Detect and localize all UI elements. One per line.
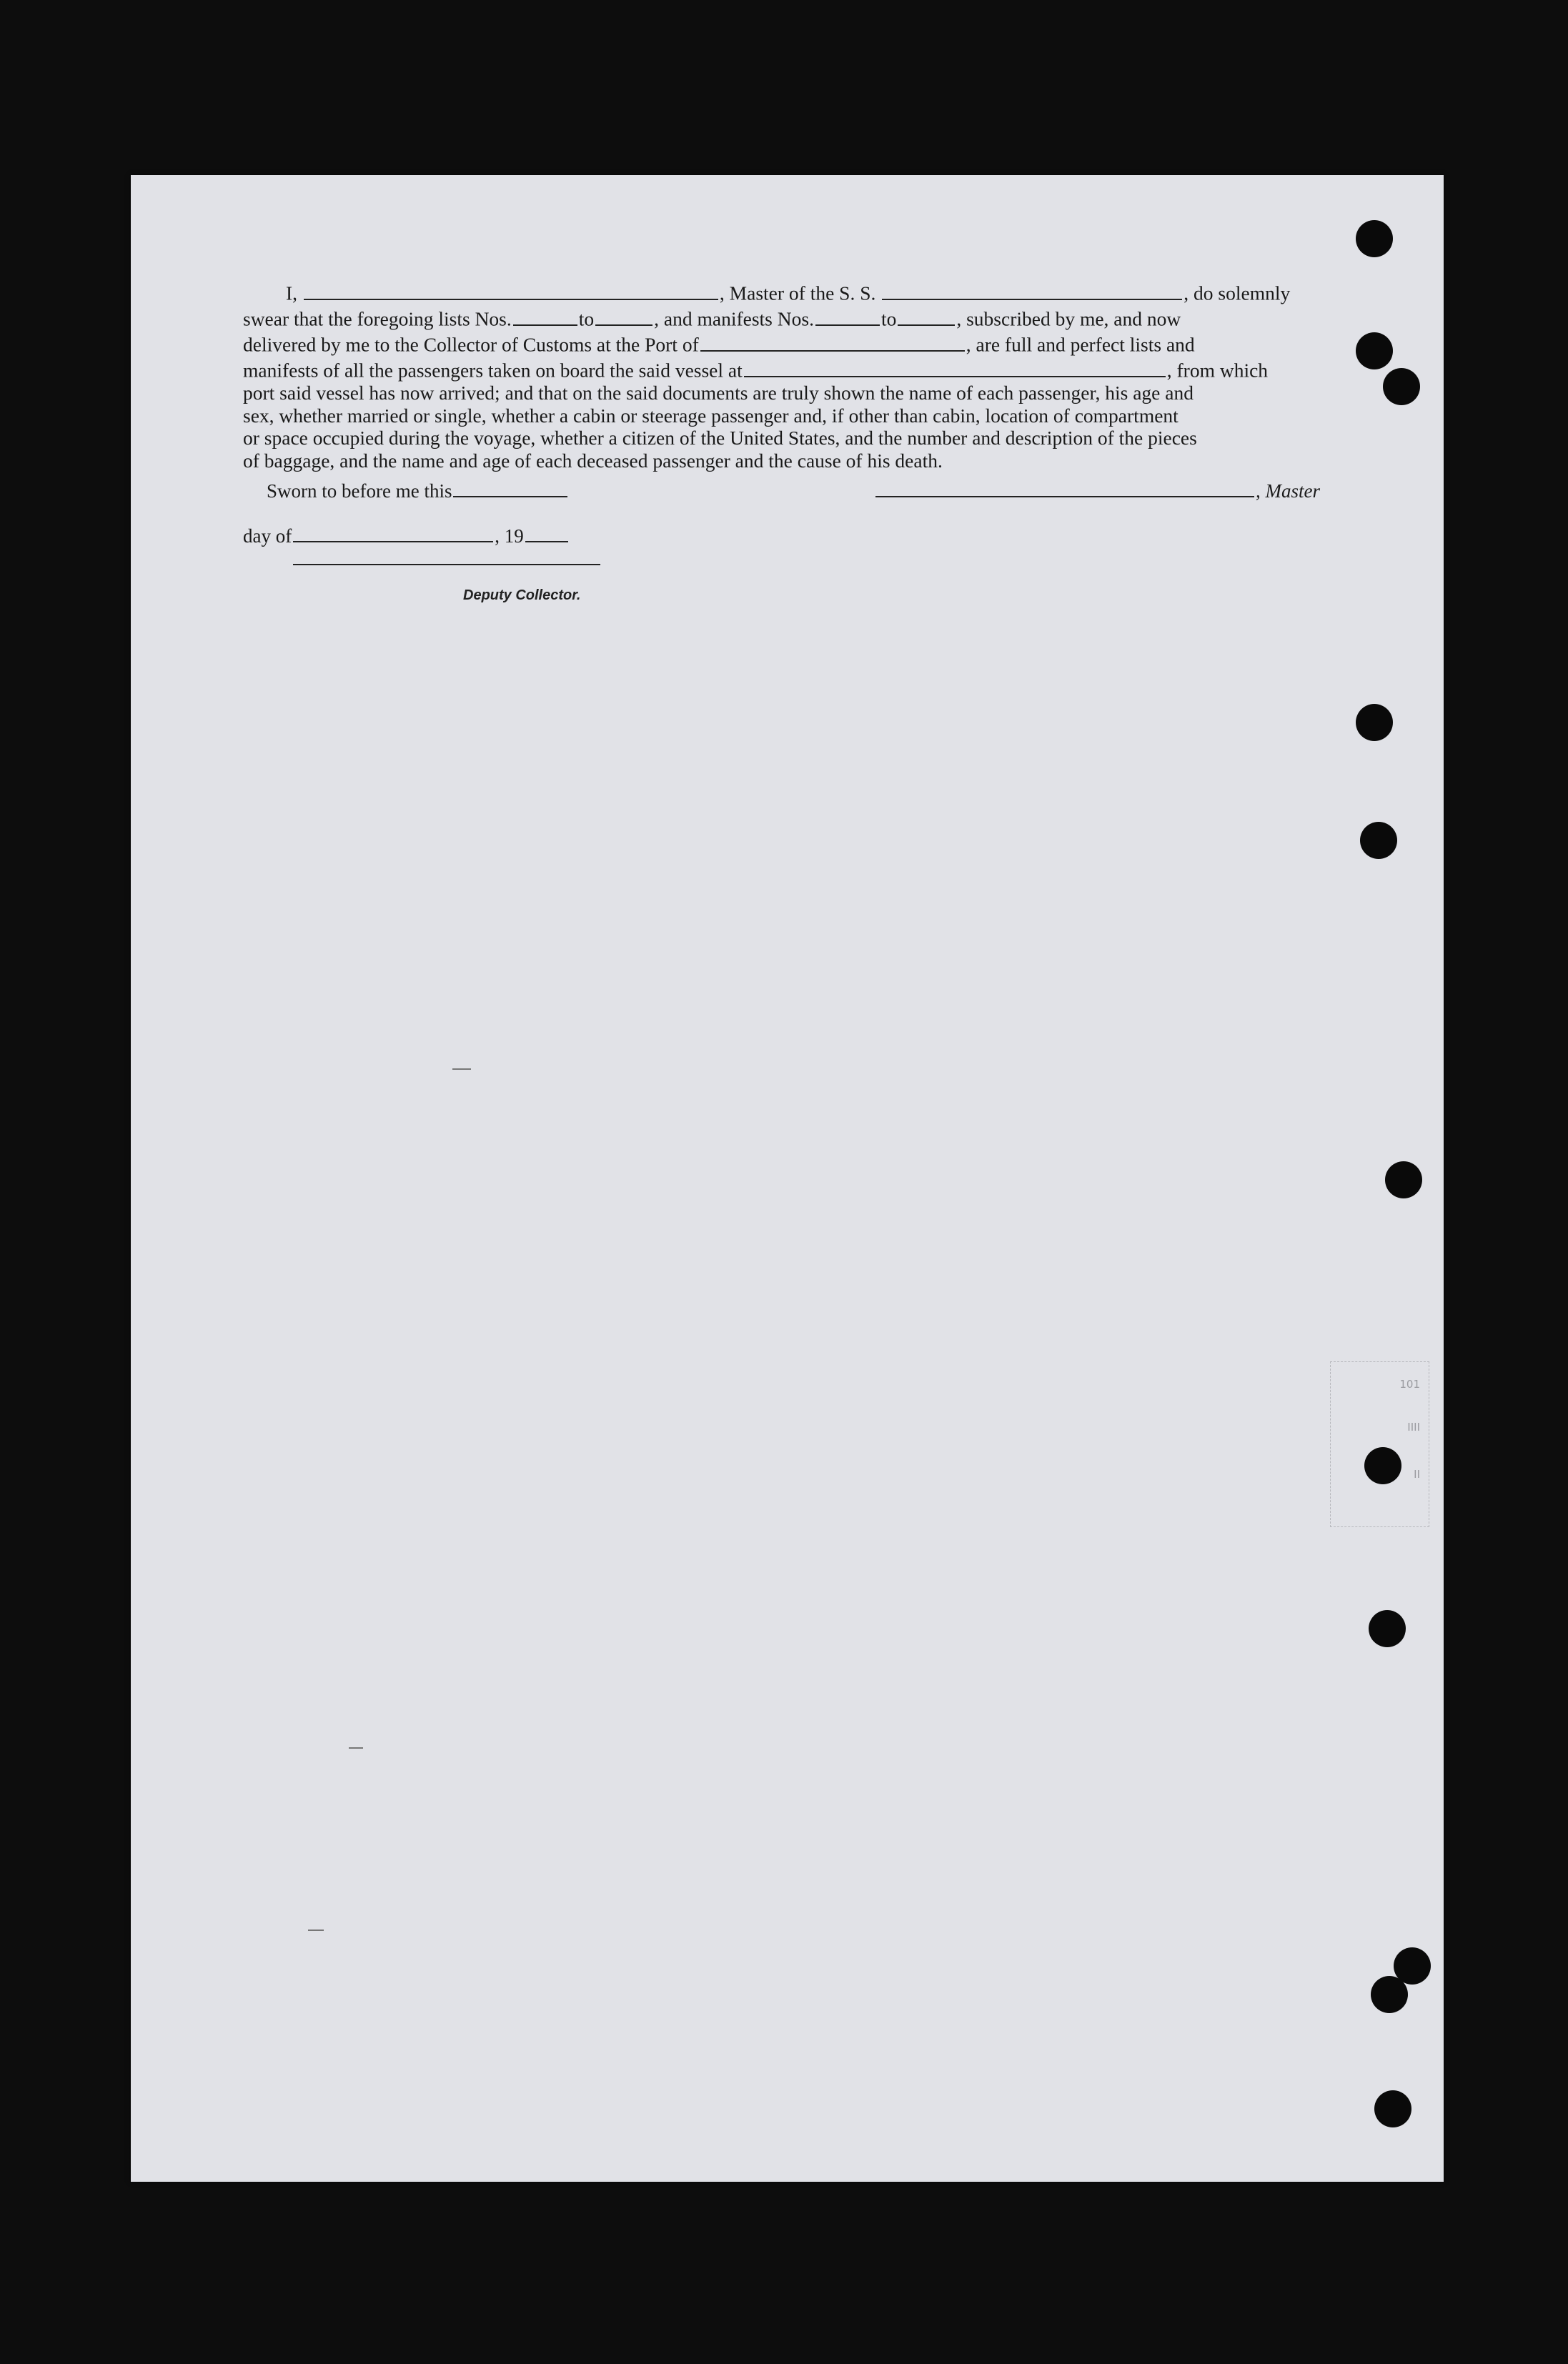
oath-text: manifests of all the passengers taken on board the said vessel at <box>243 359 743 382</box>
document-page <box>131 175 1444 2182</box>
punch-hole <box>1356 332 1393 369</box>
oath-line-5: port said vessel has now arrived; and that on the said documents are truly shown the name of each passenger, his age and <box>243 382 1194 404</box>
punch-hole <box>1360 822 1397 859</box>
oath-line-3 <box>243 330 1329 356</box>
punch-hole <box>1383 368 1420 405</box>
stamp-text: 101 <box>1399 1378 1420 1391</box>
scan-speck <box>452 1068 471 1070</box>
day-of-label: day of <box>243 525 292 547</box>
scan-speck <box>349 1747 363 1749</box>
punch-hole <box>1369 1610 1406 1647</box>
day-blank <box>293 522 493 542</box>
oath-paragraph <box>243 279 1329 472</box>
oath-text: I, <box>286 282 298 304</box>
oath-text: , subscribed by me, and now <box>956 307 1181 330</box>
punch-hole <box>1371 1976 1408 2013</box>
oath-text: , from which <box>1166 359 1269 382</box>
oath-text: , and manifests Nos. <box>654 307 814 330</box>
year-blank <box>525 522 568 542</box>
oath-text: swear that the foregoing lists Nos. <box>243 307 512 330</box>
deputy-signature-line <box>293 564 600 565</box>
master-signature-blank <box>875 477 1254 497</box>
master-label: , Master <box>1256 480 1320 502</box>
sworn-label: Sworn to before me this <box>267 480 452 502</box>
punch-hole <box>1385 1161 1422 1198</box>
day-line <box>243 522 570 547</box>
manifest-to-blank <box>898 304 955 326</box>
port-blank <box>700 330 965 352</box>
scan-speck <box>308 1930 324 1931</box>
master-signature-line <box>874 477 1320 502</box>
departure-port-blank <box>744 356 1166 377</box>
stamp-text: II <box>1414 1468 1420 1481</box>
year-label: , 19 <box>495 525 524 547</box>
oath-line-1 <box>243 279 1329 304</box>
punch-hole <box>1356 704 1393 741</box>
oath-line-2 <box>243 304 1329 330</box>
stamp-text: IIII <box>1407 1421 1420 1434</box>
manifest-from-blank <box>815 304 880 326</box>
list-to-blank <box>595 304 652 326</box>
sworn-date-blank <box>453 477 567 497</box>
oath-line-4 <box>243 356 1329 382</box>
oath-line-7: or space occupied during the voyage, whether a citizen of the United States, and the number and description of the pieces <box>243 427 1197 449</box>
oath-line-8: of baggage, and the name and age of each deceased passenger and the cause of his death. <box>243 449 943 472</box>
oath-line-6: sex, whether married or single, whether a cabin or steerage passenger and, if other than cabin, location of compartment <box>243 404 1179 427</box>
list-from-blank <box>513 304 577 326</box>
sworn-line <box>267 477 569 502</box>
oath-text: , do solemnly <box>1184 282 1291 304</box>
oath-text: , are full and perfect lists and <box>966 333 1195 356</box>
punch-hole <box>1356 220 1393 257</box>
oath-text: to <box>578 307 595 330</box>
faint-stamp <box>1330 1361 1429 1527</box>
oath-text: , Master of the S. S. <box>719 282 876 304</box>
oath-text: delivered by me to the Collector of Customs at the Port of <box>243 333 699 356</box>
master-name-blank <box>304 279 718 300</box>
vessel-name-blank <box>882 279 1182 300</box>
deputy-collector-label: Deputy Collector. <box>463 587 581 603</box>
oath-text: to <box>880 307 897 330</box>
punch-hole <box>1374 2090 1411 2127</box>
